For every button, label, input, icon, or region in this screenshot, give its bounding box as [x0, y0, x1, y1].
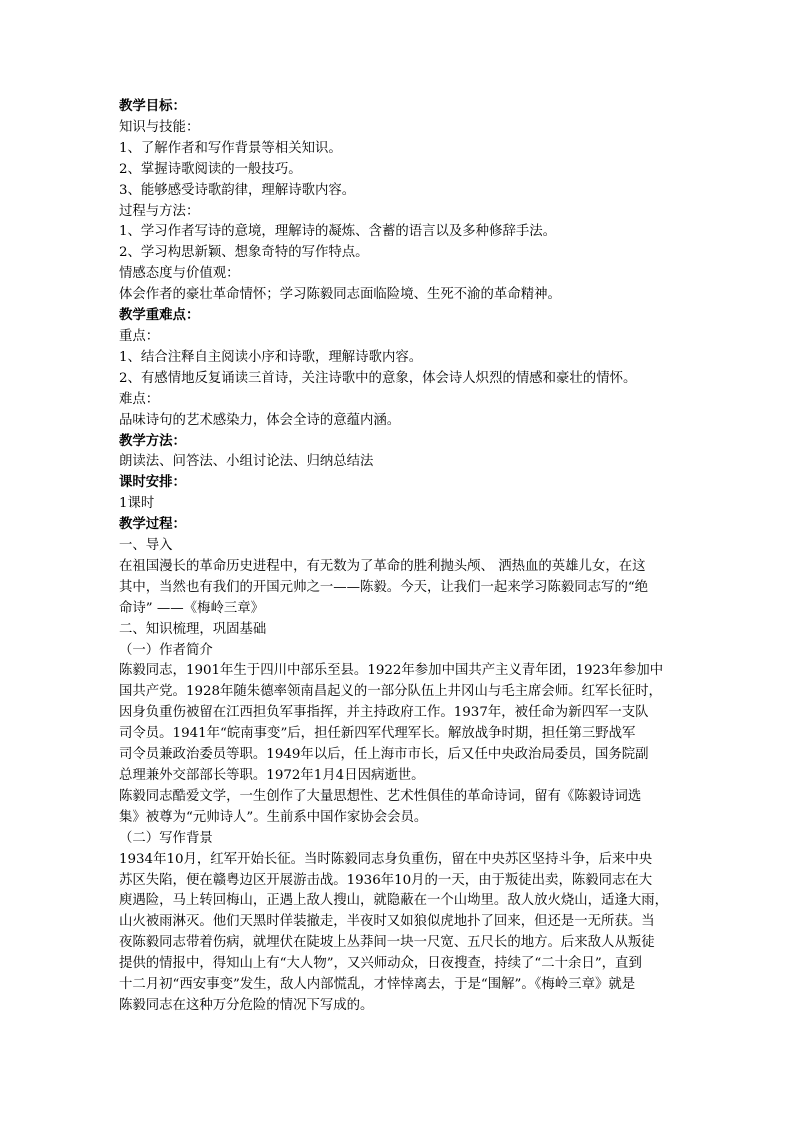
document-page [119, 97, 679, 1017]
text-line: 3、能够感受诗歌韵律，理解诗歌内容。 [119, 182, 356, 198]
text-line: 1、结合注释自主阅读小序和诗歌，理解诗歌内容。 [119, 349, 423, 365]
text-line: 庾遇险，马上转回梅山，正遇上敌人搜山，就隐蔽在一个山坳里。敌人放火烧山，适逢大雨， [119, 893, 669, 909]
text-line: 1、了解作者和写作背景等相关知识。 [119, 140, 342, 156]
text-line: 二、知识梳理，巩固基础 [119, 621, 267, 637]
text-line: 提供的情报中，得知山上有“大人物”，又兴师动众，日夜搜查，持续了“二十余日”，直到 [119, 956, 642, 972]
text-line: 体会作者的豪壮革命情怀；学习陈毅同志面临险境、生死不渝的革命精神。 [119, 287, 561, 303]
text-line: 苏区失陷，便在赣粤边区开展游击战。1936年10月的一天，由于叛徒出卖，陈毅同志在大 [119, 872, 653, 888]
text-line: 1934年10月，红军开始长征。当时陈毅同志身负重伤，留在中央苏区坚持斗争，后来中央 [119, 851, 653, 867]
text-line: 在祖国漫长的革命历史进程中，有无数为了革命的胜利抛头颅、 洒热血的英雄儿女，在这 [119, 558, 646, 574]
section-heading: 教学方法： [119, 433, 186, 449]
text-line: 重点： [119, 328, 160, 344]
text-line: 2、有感情地反复诵读三首诗，关注诗歌中的意象，体会诗人炽烈的情感和豪壮的情怀。 [119, 370, 637, 386]
text-line: 集》被尊为“元帅诗人”。生前系中国作家协会会员。 [119, 809, 428, 825]
section-heading: 教学过程： [119, 517, 186, 533]
text-line: 1课时 [119, 496, 155, 512]
text-line: 过程与方法： [119, 203, 200, 219]
section-heading: 教学重难点： [119, 308, 200, 324]
section-heading: 课时安排： [119, 475, 186, 491]
text-line: 难点： [119, 391, 160, 407]
text-line: 陈毅同志酷爱文学，一生创作了大量思想性、艺术性俱佳的革命诗词，留有《陈毅诗词选 [119, 788, 642, 804]
text-line: 情感态度与价值观： [119, 266, 240, 282]
text-line: 一、导入 [119, 538, 173, 554]
text-line: 山火被雨淋灭。他们天黑时佯装撤走，半夜时又如狼似虎地扑了回来，但还是一无所获。当 [119, 914, 655, 930]
text-line: （二）写作背景 [119, 830, 213, 846]
text-line: 国共产党。1928年随朱德率领南昌起义的一部分队伍上井冈山与毛主席会师。红军长征时， [119, 684, 662, 700]
text-line: 1、学习作者写诗的意境，理解诗的凝炼、含蓄的语言以及多种修辞手法。 [119, 224, 557, 240]
text-line: 2、掌握诗歌阅读的一般技巧。 [119, 161, 302, 177]
section-heading: 教学目标： [119, 99, 186, 114]
text-line: 陈毅同志在这种万分危险的情况下写成的。 [119, 997, 374, 1013]
text-line: 命诗” ——《梅岭三章》 [119, 600, 265, 616]
text-line: 司令员兼政治委员等职。1949年以后，任上海市市长，后又任中央政治局委员，国务院副 [119, 747, 649, 763]
text-line: 2、学习构思新颖、想象奇特的写作特点。 [119, 245, 369, 261]
text-line: 司令员。1941年“皖南事变”后，担任新四军代理军长。解放战争时期，担任第三野战军 [119, 726, 636, 742]
text-line: 十二月初“西安事变”发生，敌人内部慌乱，才悻悻离去，于是“围解”。《梅岭三章》就是 [119, 977, 636, 993]
text-line: 知识与技能： [119, 119, 200, 135]
text-line: 因身负重伤被留在江西担负军事指挥，并主持政府工作。1937年，被任命为新四军一支队 [119, 705, 649, 721]
text-line: 总理兼外交部部长等职。1972年1月4日因病逝世。 [119, 768, 425, 783]
text-line: 朗读法、问答法、小组讨论法、归纳总结法 [119, 454, 374, 470]
text-line: 夜陈毅同志带着伤病，就埋伏在陡坡上丛莽间一块一尺宽、五尺长的地方。后来敌人从叛徒 [119, 935, 655, 951]
text-line: 其中，当然也有我们的开国元帅之一——陈毅。今天，让我们一起来学习陈毅同志写的“绝 [119, 579, 649, 595]
text-line: 品味诗句的艺术感染力，体会全诗的意蕴内涵。 [119, 412, 401, 428]
text-line: 陈毅同志，1901年生于四川中部乐至县。1922年参加中国共产主义青年团，1923年参加中 [119, 663, 664, 679]
text-line: （一）作者简介 [119, 642, 213, 658]
